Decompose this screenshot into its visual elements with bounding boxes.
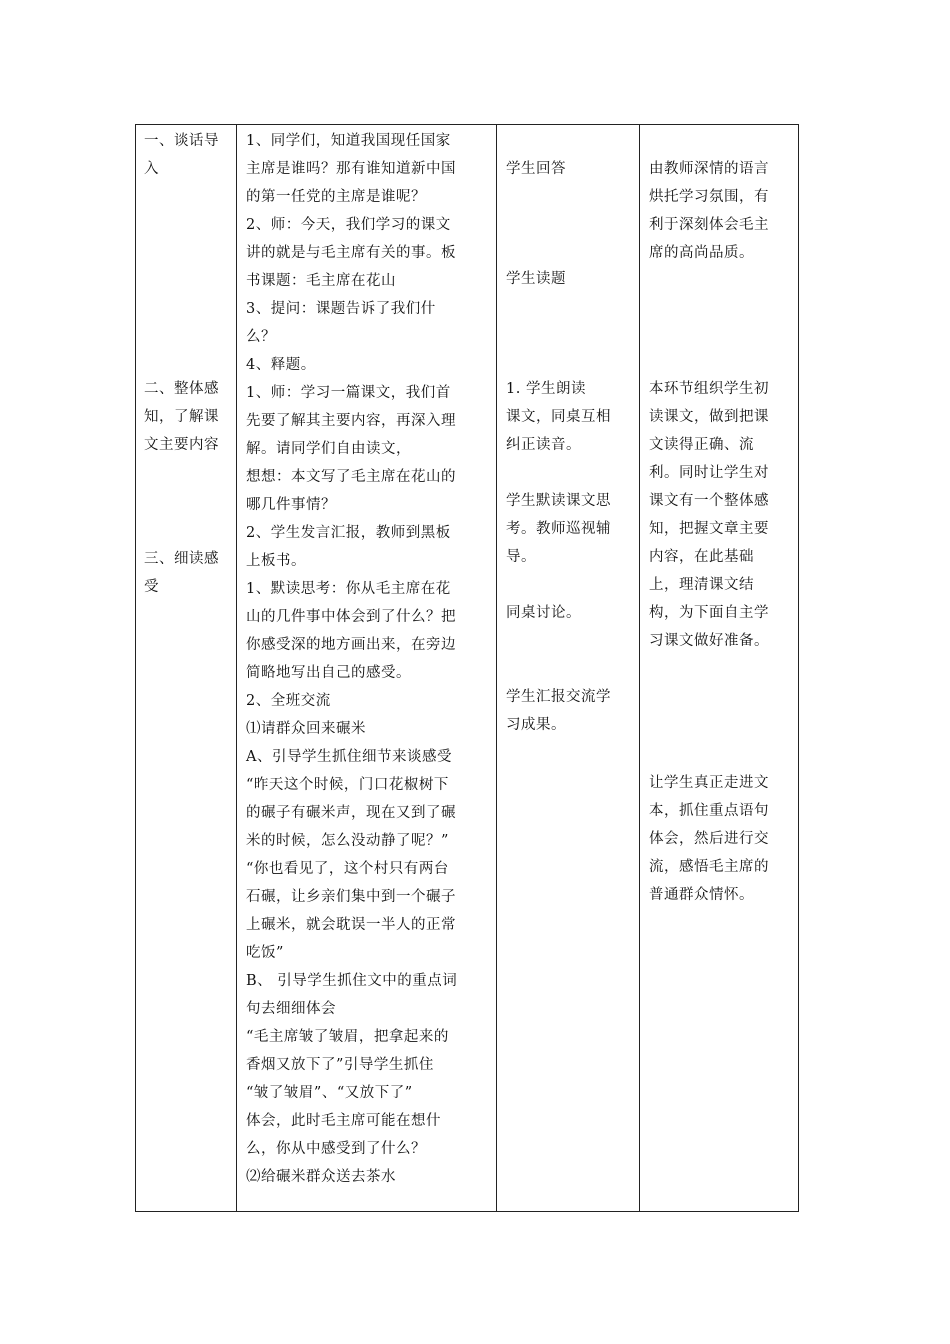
student-activity-line: 导。: [506, 549, 536, 565]
design-intent-line: 本，抓住重点语句: [649, 803, 769, 819]
stage-label: 三、细读感: [144, 551, 219, 567]
teacher-activity-line: 简略地写出自己的感受。: [246, 665, 411, 681]
teacher-activity-line: 香烟又放下了”引导学生抓住: [246, 1057, 434, 1073]
design-intent-line: 利于深刻体会毛主: [649, 217, 769, 233]
design-intent-line: 构，为下面自主学: [649, 605, 769, 621]
teacher-activity-line: 吃饭”: [246, 945, 284, 961]
teacher-activity-line: ⑵给碾米群众送去茶水: [246, 1169, 396, 1185]
teacher-activity-line: 的碾子有碾米声，现在又到了碾: [246, 805, 456, 821]
teacher-activity-line: 米的时候，怎么没动静了呢？”: [246, 833, 449, 849]
design-intent-column: [640, 125, 799, 1212]
design-intent-line: 课文有一个整体感: [649, 493, 769, 509]
teacher-activity-line: A、引导学生抓住细节来谈感受: [246, 749, 452, 765]
teacher-activity-line: 么？: [246, 329, 276, 345]
teacher-activity-line: 想想：本文写了毛主席在花山的: [246, 469, 456, 485]
teacher-activity-line: 1、默读思考：你从毛主席在花: [246, 581, 451, 597]
stage-label: 知，了解课: [144, 409, 219, 425]
teacher-activity-line: 的第一任党的主席是谁呢？: [246, 189, 426, 205]
stage-label: 一、谈话导: [144, 133, 219, 149]
design-intent-line: 普通群众情怀。: [649, 887, 754, 903]
design-intent-line: 烘托学习氛围，有: [649, 189, 769, 205]
design-intent-line: 由教师深情的语言: [649, 161, 769, 177]
design-intent-line: 体会，然后进行交: [649, 831, 769, 847]
stage-label: 二、整体感: [144, 381, 219, 397]
student-activity-line: 学生回答: [506, 161, 566, 177]
student-activity-line: 课文，同桌互相: [506, 409, 611, 425]
student-activity-line: 学生读题: [506, 271, 566, 287]
design-intent-line: 上，理清课文结: [649, 577, 754, 593]
teacher-activity-line: 上板书。: [246, 553, 306, 569]
stage-column: [136, 125, 237, 1212]
teacher-activity-line: “你也看见了，这个村只有两台: [246, 861, 449, 877]
teacher-activity-line: “毛主席皱了皱眉，把拿起来的: [246, 1029, 449, 1045]
teacher-activity-line: “皱了皱眉”、“又放下了”: [246, 1085, 413, 1101]
design-intent-line: 本环节组织学生初: [649, 381, 769, 397]
teacher-activity-line: 1、师：学习一篇课文，我们首: [246, 385, 451, 401]
teacher-activity-line: 2、师：今天，我们学习的课文: [246, 217, 451, 233]
stage-label: 受: [144, 579, 159, 595]
student-activity-line: 学生汇报交流学: [506, 689, 611, 705]
student-activity-line: 学生默读课文思: [506, 493, 611, 509]
teacher-activity-line: 4、释题。: [246, 357, 316, 373]
teacher-activity-line: 你感受深的地方画出来，在旁边: [246, 637, 456, 653]
teacher-activity-line: 哪几件事情？: [246, 497, 336, 513]
design-intent-line: 内容，在此基础: [649, 549, 754, 565]
teacher-activity-line: 先要了解其主要内容，再深入理: [246, 413, 456, 429]
design-intent-line: 知，把握文章主要: [649, 521, 769, 537]
teacher-activity-line: 解。请同学们自由读文，: [246, 441, 411, 457]
student-activity-column: [497, 125, 640, 1212]
stage-label: 文主要内容: [144, 437, 219, 453]
teacher-activity-line: 石碾，让乡亲们集中到一个碾子: [246, 889, 456, 905]
design-intent-line: 读课文，做到把课: [649, 409, 769, 425]
student-activity-line: 考。教师巡视辅: [506, 521, 611, 537]
teacher-activity-line: 讲的就是与毛主席有关的事。板: [246, 245, 456, 261]
lesson-plan-table: [135, 124, 799, 1212]
teacher-activity-column: [237, 125, 497, 1212]
student-activity-line: 1. 学生朗读: [506, 381, 586, 397]
stage-label: 入: [144, 161, 159, 177]
design-intent-line: 让学生真正走进文: [649, 775, 769, 791]
teacher-activity-line: 句去细细体会: [246, 1001, 336, 1017]
teacher-activity-line: 体会，此时毛主席可能在想什: [246, 1113, 441, 1129]
design-intent-line: 席的高尚品质。: [649, 245, 754, 261]
teacher-activity-line: 主席是谁吗？那有谁知道新中国: [246, 161, 456, 177]
teacher-activity-line: 书课题：毛主席在花山: [246, 273, 396, 289]
teacher-activity-line: “昨天这个时候，门口花椒树下: [246, 777, 449, 793]
table-row: [136, 125, 799, 1212]
teacher-activity-line: 1、同学们，知道我国现任国家: [246, 133, 451, 149]
design-intent-line: 流，感悟毛主席的: [649, 859, 769, 875]
teacher-activity-line: 3、提问：课题告诉了我们什: [246, 301, 436, 317]
teacher-activity-line: 2、全班交流: [246, 693, 331, 709]
teacher-activity-line: B、 引导学生抓住文中的重点词: [246, 973, 458, 989]
design-intent-line: 利。同时让学生对: [649, 465, 769, 481]
design-intent-line: 文读得正确、流: [649, 437, 754, 453]
teacher-activity-line: 么，你从中感受到了什么？: [246, 1141, 426, 1157]
student-activity-line: 同桌讨论。: [506, 605, 581, 621]
teacher-activity-line: 山的几件事中体会到了什么？把: [246, 609, 456, 625]
teacher-activity-line: ⑴请群众回来碾米: [246, 721, 366, 737]
design-intent-line: 习课文做好准备。: [649, 633, 769, 649]
student-activity-line: 纠正读音。: [506, 437, 581, 453]
teacher-activity-line: 上碾米，就会耽误一半人的正常: [246, 917, 456, 933]
teacher-activity-line: 2、学生发言汇报，教师到黑板: [246, 525, 451, 541]
student-activity-line: 习成果。: [506, 717, 566, 733]
